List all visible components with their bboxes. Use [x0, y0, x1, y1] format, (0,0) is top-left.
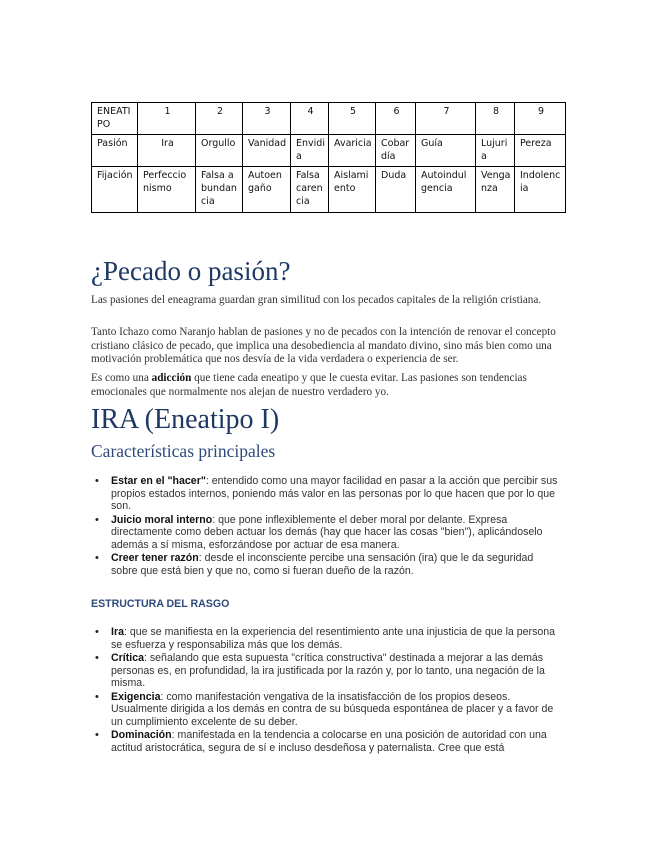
table-row [92, 135, 566, 167]
subtitle-caracteristicas: Características principales [91, 441, 276, 461]
list-item [91, 691, 561, 729]
table-cell: Venganza [476, 167, 515, 213]
text-run: que tiene cada eneatipo y que le cuesta evitar. Las pasiones son tendencias emocionales que normalmente nos alejan de nuestro verdadero yo. [91, 372, 527, 398]
list-item [91, 626, 561, 651]
paragraph: Las pasiones del eneagrama guardan gran similitud con los pecados capitales de la religión cristiana. [91, 294, 542, 306]
bullet-icon: • [95, 652, 99, 664]
table-cell: 3 [243, 103, 291, 135]
characteristics-list [91, 475, 561, 578]
structure-list [91, 626, 561, 755]
table-cell: Duda [376, 167, 416, 213]
enneagram-table [91, 102, 566, 213]
table-cell: 8 [476, 103, 515, 135]
table-cell: 7 [416, 103, 476, 135]
table-cell: 9 [515, 103, 566, 135]
table-cell: ENEATIPO [92, 103, 138, 135]
table-cell: 2 [196, 103, 243, 135]
paragraph [91, 372, 571, 399]
table-cell: Indolencia [515, 167, 566, 213]
table-header-row [92, 103, 566, 135]
list-item [91, 514, 561, 552]
bold-term: Estar en el "hacer" [111, 475, 206, 487]
bold-term: Juicio moral interno [111, 513, 213, 526]
bullet-icon: • [95, 552, 99, 564]
table-cell: Cobardía [376, 135, 416, 167]
list-item [91, 475, 561, 513]
list-item [91, 729, 561, 754]
bullet-icon: • [95, 475, 99, 487]
table-cell: Fijación [92, 167, 138, 213]
text-run: : como manifestación vengativa de la insatisfacción de los propios deseos. Usualmente dirigida a los demás en contra de su búsqueda espontánea de placer y a favor de un cumplimiento excelente de su deber. [111, 690, 554, 728]
table-cell: 6 [376, 103, 416, 135]
table-row [92, 167, 566, 213]
table-cell: 5 [329, 103, 376, 135]
bold-term: Ira [111, 626, 124, 638]
bullet-icon: • [95, 690, 99, 703]
section-title-pecado: ¿Pecado o pasión? [91, 256, 291, 286]
table-cell: Pereza [515, 135, 566, 167]
table-cell: Ira [138, 135, 196, 167]
bold-term: Dominación [111, 729, 172, 741]
table-cell: Perfeccionismo [138, 167, 196, 213]
table-cell: 1 [138, 103, 196, 135]
section-title-ira: IRA (Eneatipo I) [91, 404, 280, 435]
bold-term: Creer tener razón [111, 552, 199, 564]
text-run: : entendido como una mayor facilidad en pasar a la acción que percibir sus propios estados internos, poniendo más valor en las personas por lo que hacen que por lo que son. [111, 475, 558, 512]
text-run: : que pone inflexiblemente el deber moral por delante. Expresa directamente como deben actuar los demás (hay que hacer las cosas "bien"), aplicándoselo además a sí misma, esforzándose por actuar de esa manera. [111, 513, 543, 551]
table-cell: Falsa abundancia [196, 167, 243, 213]
table-cell: Lujuria [476, 135, 515, 167]
text-run: : señalando que esta supuesta "crítica constructiva" destinada a mejorar a las demás personas es, en profundidad, la ira justificada por la razón y, por lo tanto, una negación de la misma. [111, 652, 545, 689]
bullet-icon: • [95, 513, 99, 526]
table-cell: Autoindulgencia [416, 167, 476, 213]
text-run: Es como una [91, 372, 152, 384]
bold-term: Exigencia [111, 690, 161, 703]
table-cell: Guía [416, 135, 476, 167]
structure-heading: ESTRUCTURA DEL RASGO [91, 598, 230, 610]
bullet-icon: • [95, 729, 99, 741]
table-cell: Falsa carencia [291, 167, 329, 213]
text-run: : desde el inconsciente percibe una sensación (ira) que le da seguridad sobre que está bien y que no, como si fueran dueño de la razón. [111, 552, 534, 577]
list-item [91, 552, 561, 577]
table-cell: 4 [291, 103, 329, 135]
table-cell: Pasión [92, 135, 138, 167]
bold-term: adicción [151, 372, 192, 384]
table-cell: Envidia [291, 135, 329, 167]
bold-term: Crítica [111, 652, 144, 664]
table-cell: Autoengaño [243, 167, 291, 213]
bullet-icon: • [95, 626, 99, 638]
table-cell: Vanidad [243, 135, 291, 167]
list-item [91, 652, 561, 690]
table-cell: Avaricia [329, 135, 376, 167]
text-run: : manifestada en la tendencia a colocarse en una posición de autoridad con una actitud aristocrática, segura de sí e incluso desdeñosa y paternalista. Cree que está [111, 729, 547, 754]
table-cell: Aislamiento [329, 167, 376, 213]
paragraph: Tanto Ichazo como Naranjo hablan de pasiones y no de pecados con la intención de renovar el concepto cristiano clásico de pecado, que implica una desobediencia al mandato divino, sino más bien como una motivación problemática que nos desvía de la vida verdadera o experiencia de ser. [91, 326, 556, 365]
text-run: : que se manifiesta en la experiencia del resentimiento ante una injusticia de que la persona se esfuerza y responsabiliza más que los demás. [111, 626, 556, 651]
table-cell: Orgullo [196, 135, 243, 167]
